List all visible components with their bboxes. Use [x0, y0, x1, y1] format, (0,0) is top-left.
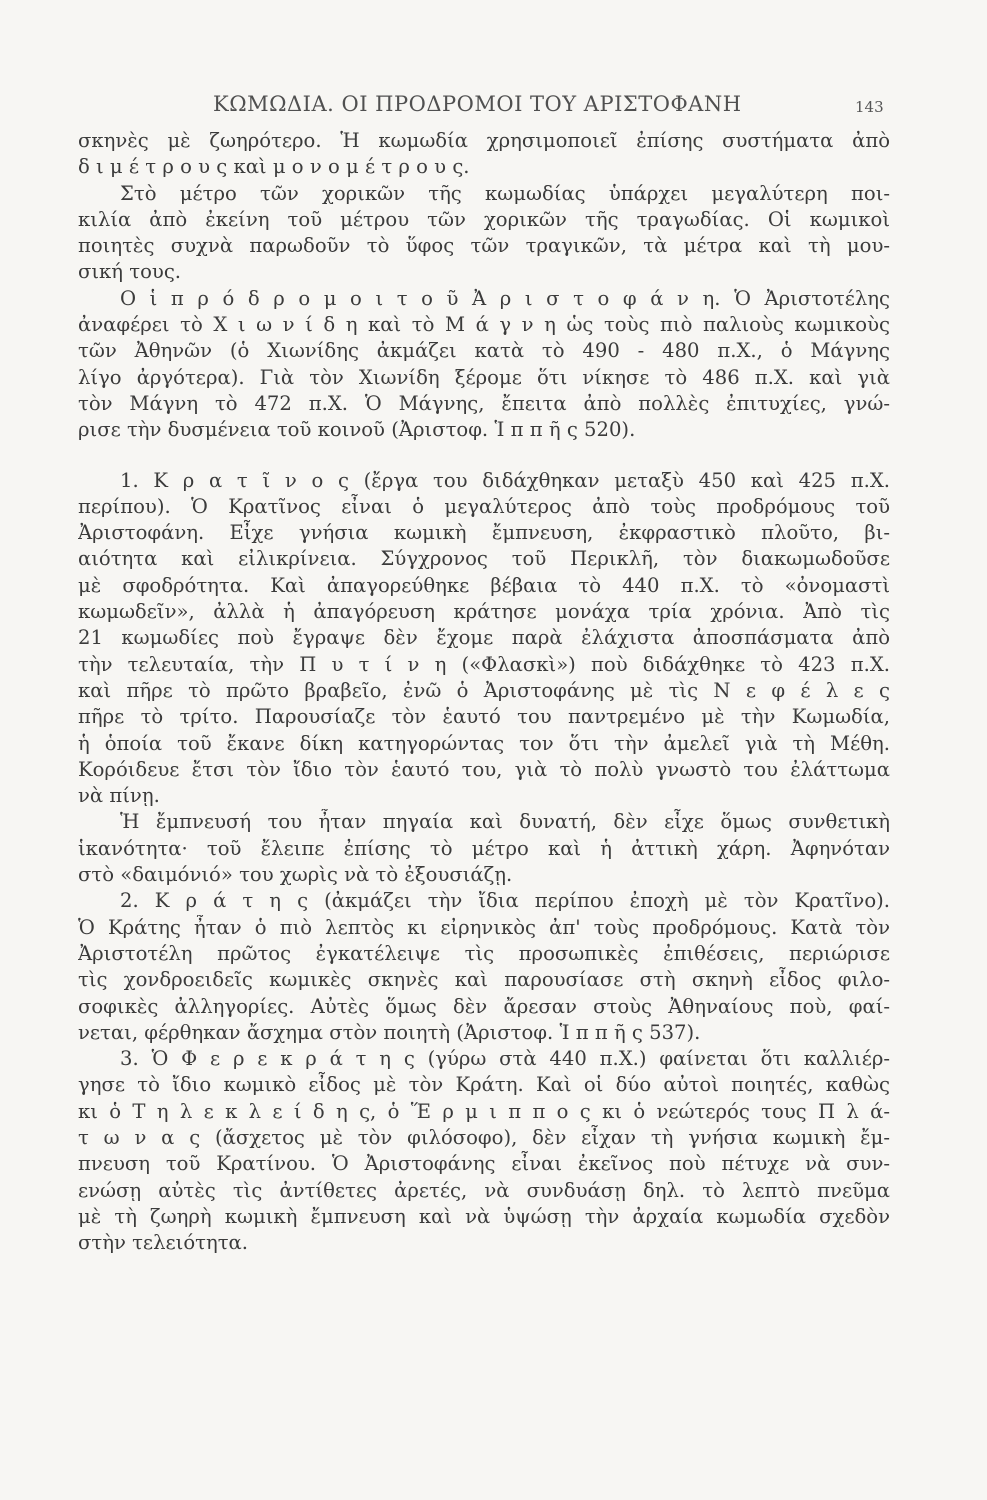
paragraph	[78, 468, 890, 810]
text-line: τὸν Μάγνη τὸ 472 π.Χ. Ὁ Μάγνης, ἔπειτα ἀπὸ πολλὲς ἐπιτυχίες, γνώ-	[78, 391, 890, 415]
text-line: τὶς χονδροειδεῖς κωμικὲς σκηνὲς καὶ παρουσίασε στὴ σκηνὴ εἶδος φιλο-	[78, 968, 890, 992]
text-line: λίγο ἀργότερα). Γιὰ τὸν Χιωνίδη ξέρομε ὅτι νίκησε τὸ 486 π.Χ. καὶ γιὰ	[78, 365, 890, 389]
text-line: νὰ πίνῃ.	[78, 784, 160, 808]
page-number: 143	[855, 98, 884, 116]
text-line: Ἡ ἔμπνευσή του ἦταν πηγαία καὶ δυνατή, δὲν εἶχε ὅμως συνθετικὴ	[120, 810, 890, 834]
text-line: ρισε τὴν δυσμένεια τοῦ κοινοῦ (Ἀριστοφ. Ἱ π π ῆ ς 520).	[78, 418, 636, 442]
text-line: Ἀριστοφάνη. Εἶχε γνήσια κωμικὴ ἔμπνευση, ἐκφραστικὸ πλοῦτο, βι-	[78, 521, 890, 545]
text-line: σοφικὲς ἀλληγορίες. Αὐτὲς ὅμως δὲν ἄρεσαν στοὺς Ἀθηναίους ποὺ, φαί-	[78, 994, 890, 1018]
text-line: στὴν τελειότητα.	[78, 1231, 249, 1255]
text-line: ἱκανότητα· τοῦ ἔλειπε ἐπίσης τὸ μέτρο καὶ ἡ ἀττικὴ χάρη. Ἀφηνόταν	[78, 836, 890, 860]
text-line: 21 κωμωδίες ποὺ ἔγραψε δὲν ἔχομε παρὰ ἐλάχιστα ἀποσπάσματα ἀπὸ	[78, 626, 890, 650]
text-line: Στὸ μέτρο τῶν χορικῶν τῆς κωμωδίας ὑπάρχει μεγαλύτερη ποι-	[120, 181, 890, 205]
text-line: πῆρε τὸ τρίτο. Παρουσίαζε τὸν ἑαυτό του παντρεμένο μὲ τὴν Κωμωδία,	[78, 705, 890, 729]
text-line: κι ὁ Τ η λ ε κ λ ε ί δ η ς, ὁ Ἕ ρ μ ι π π ο ς κι ὁ νεώτερός τους Π λ ά-	[78, 1099, 890, 1123]
text-line: Ὁ Κράτης ἦταν ὁ πιὸ λεπτὸς κι εἰρηνικὸς ἀπ' τοὺς προδρόμους. Κατὰ τὸν	[78, 915, 890, 939]
text-line: ἀναφέρει τὸ Χ ι ω ν ί δ η καὶ τὸ Μ ά γ ν η ὡς τοὺς πιὸ παλιοὺς κωμικοὺς	[78, 313, 890, 337]
text-line: ενώσῃ αὐτὲς τὶς ἀντίθετες ἀρετές, νὰ συνδυάσῃ δηλ. τὸ λεπτὸ πνεῦμα	[78, 1178, 890, 1202]
text-line: στὸ «δαιμόνιό» του χωρὶς νὰ τὸ ἐξουσιάζῃ.	[78, 863, 513, 887]
text-line: πνευση τοῦ Κρατίνου. Ὁ Ἀριστοφάνης εἶναι ἐκεῖνος ποὺ πέτυχε νὰ συν-	[78, 1152, 890, 1176]
running-title: ΚΩΜΩΔΙΑ. ΟΙ ΠΡΟΔΡΟΜΟΙ ΤΟΥ ΑΡΙΣΤΟΦΑΝΗ	[213, 92, 742, 116]
body-text	[78, 128, 890, 1256]
text-line: Ἀριστοτέλη πρῶτος ἐγκατέλειψε τὶς προσωπικὲς ἐπιθέσεις, περιώρισε	[78, 941, 890, 965]
running-header	[0, 84, 987, 124]
text-line: τῶν Ἀθηνῶν (ὁ Χιωνίδης ἀκμάζει κατὰ τὸ 490 - 480 π.Χ., ὁ Μάγνης	[78, 339, 890, 363]
text-line: 2. Κ ρ ά τ η ς (ἀκμάζει τὴν ἴδια περίπου ἐποχὴ μὲ τὸν Κρατῖνο).	[120, 889, 890, 913]
text-line: ποιητὲς συχνὰ παρωδοῦν τὸ ὕφος τῶν τραγικῶν, τὰ μέτρα καὶ τὴ μου-	[78, 234, 890, 258]
paragraph	[78, 1046, 890, 1256]
text-line: περίπου). Ὁ Κρατῖνος εἶναι ὁ μεγαλύτερος ἀπὸ τοὺς προδρόμους τοῦ	[78, 494, 890, 518]
text-line: καὶ πῆρε τὸ πρῶτο βραβεῖο, ἐνῶ ὁ Ἀριστοφάνης μὲ τὶς Ν ε φ έ λ ε ς	[78, 678, 890, 702]
text-line: 3. Ὁ Φ ε ρ ε κ ρ ά τ η ς (γύρω στὰ 440 π.Χ.) φαίνεται ὅτι καλλιέρ-	[120, 1047, 890, 1071]
text-line: τ ω ν α ς (ἄσχετος μὲ τὸν φιλόσοφο), δὲν εἶχαν τὴ γνήσια κωμικὴ ἔμ-	[78, 1125, 890, 1149]
text-line: αιότητα καὶ εἰλικρίνεια. Σύγχρονος τοῦ Περικλῆ, τὸν διακωμωδοῦσε	[78, 547, 890, 571]
text-line: κιλία ἀπὸ ἐκείνη τοῦ μέτρου τῶν χορικῶν τῆς τραγωδίας. Οἱ κωμικοὶ	[78, 207, 890, 231]
paragraph	[78, 128, 890, 181]
text-line: μὲ σφοδρότητα. Καὶ ἀπαγορεύθηκε βέβαια τὸ 440 π.Χ. τὸ «ὀνομαστὶ	[78, 573, 890, 597]
text-line: κωμωδεῖν», ἀλλὰ ἡ ἀπαγόρευση κράτησε μονάχα τρία χρόνια. Ἀπὸ τὶς	[78, 600, 890, 624]
paragraph	[78, 181, 890, 286]
text-line: μὲ τὴ ζωηρὴ κωμικὴ ἔμπνευση καὶ νὰ ὑψώσῃ τὴν ἀρχαία κωμωδία σχεδὸν	[78, 1204, 890, 1228]
text-line: ἡ ὁποία τοῦ ἔκανε δίκη κατηγορώντας τον ὅτι τὴν ἀμελεῖ γιὰ τὴ Μέθη.	[78, 731, 890, 755]
paragraph	[78, 809, 890, 888]
text-line: νεται, φέρθηκαν ἄσχημα στὸν ποιητὴ (Ἀριστοφ. Ἱ π π ῆ ς 537).	[78, 1020, 701, 1044]
text-line: τὴν τελευταία, τὴν Π υ τ ί ν η («Φλασκὶ») ποὺ διδάχθηκε τὸ 423 π.Χ.	[78, 652, 890, 676]
text-line: Ο ἱ π ρ ό δ ρ ο μ ο ι τ ο ῦ Ἀ ρ ι σ τ ο φ ά ν η. Ὁ Ἀριστοτέλης	[120, 286, 890, 310]
text-line: σική τους.	[78, 260, 182, 284]
paragraph-gap	[78, 444, 890, 468]
text-line: γησε τὸ ἴδιο κωμικὸ εἶδος μὲ τὸν Κράτη. Καὶ οἱ δύο αὐτοὶ ποιητές, καθὼς	[78, 1073, 890, 1097]
text-line: σκηνὲς μὲ ζωηρότερο. Ἡ κωμωδία χρησιμοποιεῖ ἐπίσης συστήματα ἀπὸ	[78, 129, 890, 152]
text-line: 1. Κ ρ α τ ῖ ν ο ς (ἔργα του διδάχθηκαν μεταξὺ 450 καὶ 425 π.Χ.	[120, 468, 890, 492]
text-line: δ ι μ έ τ ρ ο υ ς καὶ μ ο ν ο μ έ τ ρ ο υ ς.	[78, 155, 470, 179]
paragraph	[78, 286, 890, 444]
paragraph	[78, 888, 890, 1046]
text-line: Κορόιδευε ἔτσι τὸν ἴδιο τὸν ἑαυτό του, γιὰ τὸ πολὺ γνωστὸ του ἐλάττωμα	[78, 757, 890, 781]
